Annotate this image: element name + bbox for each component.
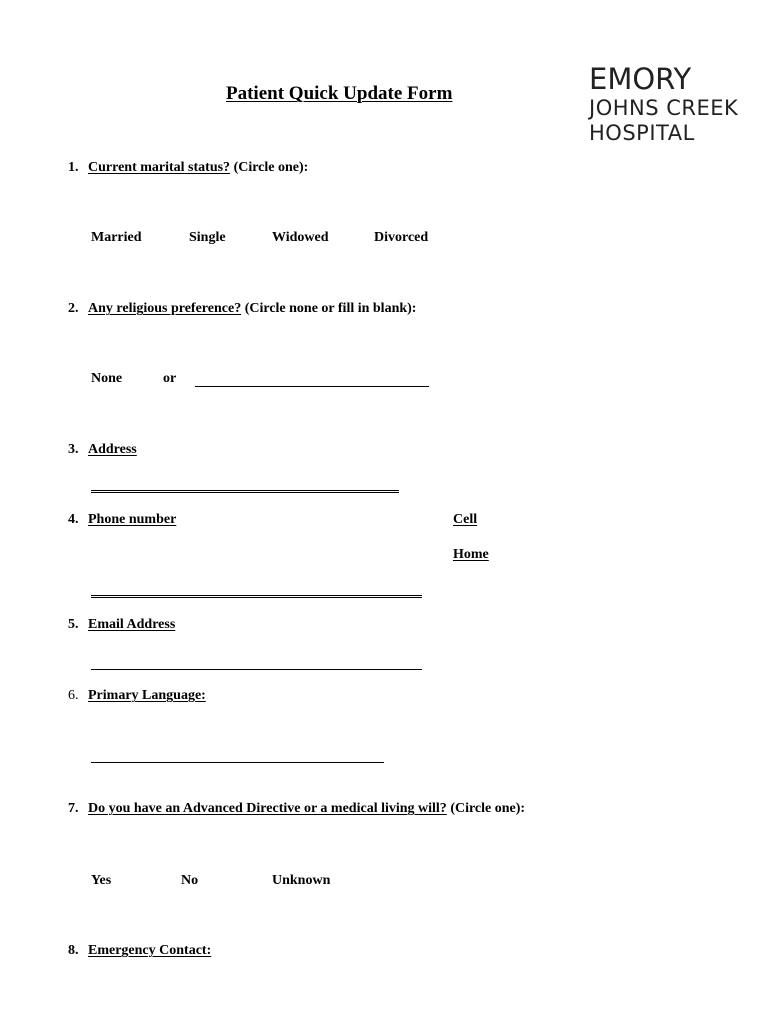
question-8-text: Emergency Contact:: [88, 943, 212, 958]
language-blank-line[interactable]: [91, 762, 384, 763]
logo-line-johns-creek: JOHNS CREEK: [589, 96, 739, 120]
question-2-instruction: (Circle none or fill in blank):: [244, 301, 417, 316]
question-1-number: 1.: [68, 160, 79, 175]
question-1-text: Current marital status?: [88, 160, 231, 175]
or-label: or: [163, 371, 177, 386]
question-5: [68, 617, 175, 633]
question-2: [68, 301, 416, 317]
question-4: [68, 512, 176, 528]
question-3-number: 3.: [68, 442, 79, 457]
question-6-number: 6.: [68, 688, 79, 703]
question-3: [68, 442, 137, 458]
question-8: [68, 943, 211, 959]
option-married[interactable]: Married: [91, 230, 142, 245]
question-6: [68, 688, 206, 704]
question-2-number: 2.: [68, 301, 79, 316]
question-3-text: Address: [88, 442, 137, 457]
question-1: [68, 160, 308, 176]
address-blank-line[interactable]: [91, 490, 399, 493]
option-widowed[interactable]: Widowed: [272, 230, 329, 245]
question-1-instruction: (Circle one):: [233, 160, 309, 175]
religion-blank-line[interactable]: [195, 386, 429, 387]
question-7-text: Do you have an Advanced Directive or a medical living will?: [88, 801, 447, 816]
question-5-number: 5.: [68, 617, 79, 632]
question-4-number: 4.: [68, 512, 79, 527]
question-8-number: 8.: [68, 943, 79, 958]
option-none[interactable]: None: [91, 371, 123, 386]
form-title: Patient Quick Update Form: [226, 83, 453, 104]
email-blank-line[interactable]: [91, 669, 422, 670]
question-6-text: Primary Language:: [88, 688, 206, 703]
question-5-text: Email Address: [88, 617, 176, 632]
question-7-instruction: (Circle one):: [450, 801, 526, 816]
option-divorced[interactable]: Divorced: [374, 230, 429, 245]
phone-blank-line[interactable]: [91, 595, 422, 598]
option-unknown[interactable]: Unknown: [272, 873, 331, 888]
question-2-text: Any religious preference?: [88, 301, 242, 316]
option-single[interactable]: Single: [189, 230, 226, 245]
logo-line-emory: EMORY: [589, 62, 692, 96]
logo-line-hospital: HOSPITAL: [589, 121, 695, 145]
question-7: [68, 801, 525, 817]
option-no[interactable]: No: [181, 873, 199, 888]
option-yes[interactable]: Yes: [91, 873, 112, 888]
home-label: Home: [453, 547, 489, 562]
question-7-number: 7.: [68, 801, 79, 816]
cell-label: Cell: [453, 512, 478, 527]
question-4-text: Phone number: [88, 512, 177, 527]
